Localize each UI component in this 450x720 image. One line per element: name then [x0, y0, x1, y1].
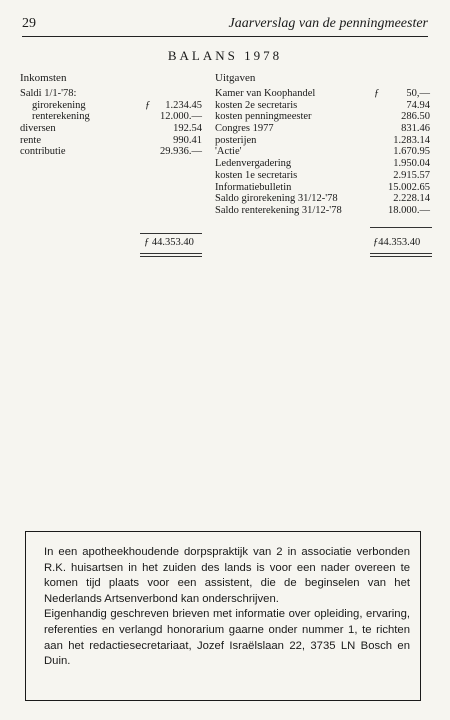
expense-amount: 15.002.65	[388, 181, 430, 193]
income-amount: 1.234.45	[165, 99, 202, 111]
expense-row	[215, 205, 430, 217]
expense-amount: 1.950.04	[393, 158, 430, 170]
expense-amount: 2.915.57	[393, 169, 430, 181]
income-total	[144, 237, 194, 248]
currency-sign: ƒ	[144, 237, 150, 248]
expense-row	[215, 182, 430, 194]
income-amount: 29.936.—	[160, 146, 202, 158]
balance-title: BALANS 1978	[167, 48, 283, 63]
expense-total-double-rule-bottom	[370, 256, 432, 257]
income-row	[20, 146, 202, 158]
expense-amount: 2.228.14	[393, 193, 430, 205]
income-list	[20, 88, 202, 158]
expense-amount: 831.46	[401, 123, 430, 135]
expense-label: Saldo renterekening 31/12-'78	[215, 204, 342, 216]
income-subtotal-rule	[140, 233, 202, 234]
expense-label: kosten 2e secretaris	[215, 99, 298, 111]
expense-label: Saldo girorekening 31/12-'78	[215, 193, 338, 205]
income-total-amount: 44.353.40	[151, 237, 194, 248]
expenses-list	[215, 88, 430, 217]
expense-amount: 286.50	[401, 111, 430, 123]
income-label: rente	[20, 134, 41, 146]
income-total-double-rule-bottom	[140, 256, 202, 257]
expense-row	[215, 88, 430, 100]
expense-amount: 1.670.95	[393, 146, 430, 158]
job-notice-text: In een apotheekhoudende dorpspraktijk van 2 in associatie verbonden R.K. huisartsen in het zuiden des lands is voor een nader overeen te komen tijd plaats voor een assistent, die de beginselen van het Nederlands Artsenverbond kan onderschrijven. Eigenhandig geschreven brieven met informatie over opleiding, ervaring, referenties en verlangd honorarium gaarne onder nummer 1, te richten aan het redactiesecretariaat, Jozef Israëlslaan 22, 3735 LN Bosch en Duin.	[44, 546, 410, 668]
income-label: Saldi 1/1-'78:	[20, 88, 77, 99]
expense-label: kosten penningmeester	[215, 111, 312, 123]
income-label: renterekening	[32, 111, 90, 123]
expense-label: Congres 1977	[215, 123, 274, 135]
expense-total-double-rule-top	[370, 253, 432, 254]
income-row	[20, 135, 202, 147]
expense-amount: 1.283.14	[393, 134, 430, 146]
expense-total	[373, 237, 420, 248]
income-amount: 990.41	[173, 134, 202, 146]
expense-label: Informatiebulletin	[215, 181, 292, 193]
expense-row	[215, 193, 430, 205]
income-heading: Inkomsten	[20, 72, 67, 84]
expense-label: 'Actie'	[215, 146, 242, 158]
expense-row	[215, 158, 430, 170]
page-number: 29	[22, 16, 36, 31]
currency-sign: ƒ	[145, 99, 151, 111]
currency-sign: ƒ	[373, 237, 379, 248]
expense-row	[215, 100, 430, 112]
income-row	[20, 111, 202, 123]
income-label: contributie	[20, 146, 66, 158]
income-row	[20, 100, 202, 112]
expense-label: Ledenvergadering	[215, 158, 292, 170]
expense-label: kosten 1e secretaris	[215, 169, 298, 181]
expense-row	[215, 111, 430, 123]
income-row	[20, 88, 202, 100]
income-label: diversen	[20, 123, 56, 135]
expense-total-amount: 44.353.40	[378, 237, 421, 248]
expense-amount: 74.94	[406, 99, 430, 111]
expense-label: Kamer van Koophandel	[215, 88, 316, 99]
expense-subtotal-rule	[370, 227, 432, 228]
income-amount: 192.54	[173, 123, 202, 135]
expense-row	[215, 135, 430, 147]
expense-label: posterijen	[215, 134, 257, 146]
income-label: girorekening	[32, 99, 86, 111]
income-row	[20, 123, 202, 135]
job-notice-box	[25, 531, 421, 701]
expense-row	[215, 146, 430, 158]
income-total-double-rule-top	[140, 253, 202, 254]
running-title: Jaarverslag van de penningmeester	[228, 16, 428, 31]
expense-row	[215, 123, 430, 135]
expense-amount: 50,—	[406, 88, 430, 99]
expenses-heading: Uitgaven	[215, 72, 256, 84]
income-amount: 12.000.—	[160, 111, 202, 123]
expense-amount: 18.000.—	[388, 204, 430, 216]
expense-row	[215, 170, 430, 182]
currency-sign: ƒ	[374, 88, 380, 99]
page-header	[22, 14, 428, 37]
